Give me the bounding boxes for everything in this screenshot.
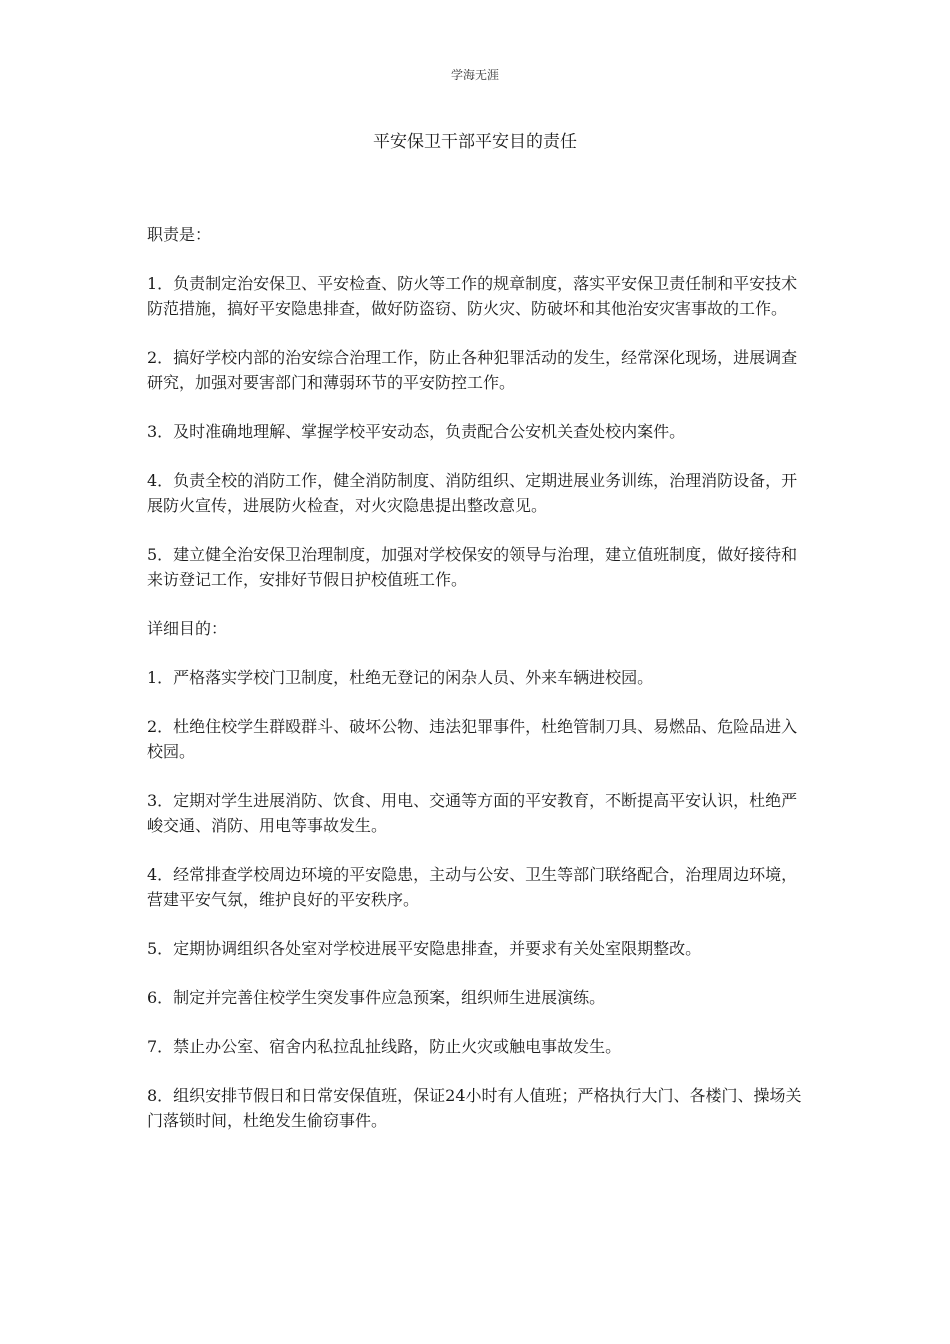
document-body [147,222,807,1133]
duty-item: 2．搞好学校内部的治安综合治理工作，防止各种犯罪活动的发生，经常深化现场，进展调查研究，加强对要害部门和薄弱环节的平安防控工作。 [147,348,798,392]
goal-item: 7．禁止办公室、宿舍内私拉乱扯线路，防止火灾或触电事故发生。 [147,1037,622,1056]
page-header: 学海无涯 [450,68,499,82]
duties-heading: 职责是： [147,225,212,244]
goal-item: 1．严格落实学校门卫制度，杜绝无登记的闲杂人员、外来车辆进校园。 [147,668,654,687]
duty-item: 4．负责全校的消防工作，健全消防制度、消防组织、定期进展业务训练，治理消防设备，开展防火宣传，进展防火检查，对火灾隐患提出整改意见。 [147,471,798,515]
goal-item: 2．杜绝住校学生群殴群斗、破坏公物、违法犯罪事件，杜绝管制刀具、易燃品、危险品进入校园。 [147,717,798,761]
duty-item: 3．及时准确地理解、掌握学校平安动态，负责配合公安机关查处校内案件。 [147,422,686,441]
goal-item: 5．定期协调组织各处室对学校进展平安隐患排查，并要求有关处室限期整改。 [147,939,702,958]
goal-item: 4．经常排查学校周边环境的平安隐患，主动与公安、卫生等部门联络配合，治理周边环境，营建平安气氛，维护良好的平安秩序。 [147,865,798,909]
duty-item: 5．建立健全治安保卫治理制度，加强对学校保安的领导与治理，建立值班制度，做好接待和来访登记工作，安排好节假日护校值班工作。 [147,545,798,589]
goals-heading: 详细目的： [147,619,228,638]
goal-item: 6．制定并完善住校学生突发事件应急预案，组织师生进展演练。 [147,988,606,1007]
goal-item: 8．组织安排节假日和日常安保值班，保证24小时有人值班；严格执行大门、各楼门、操场关门落锁时间，杜绝发生偷窃事件。 [147,1086,802,1130]
document-title: 平安保卫干部平安目的责任 [373,132,577,152]
duty-item: 1．负责制定治安保卫、平安检查、防火等工作的规章制度，落实平安保卫责任制和平安技术防范措施，搞好平安隐患排查，做好防盗窃、防火灾、防破坏和其他治安灾害事故的工作。 [147,274,798,318]
goal-item: 3．定期对学生进展消防、饮食、用电、交通等方面的平安教育，不断提高平安认识，杜绝严峻交通、消防、用电等事故发生。 [147,791,798,835]
